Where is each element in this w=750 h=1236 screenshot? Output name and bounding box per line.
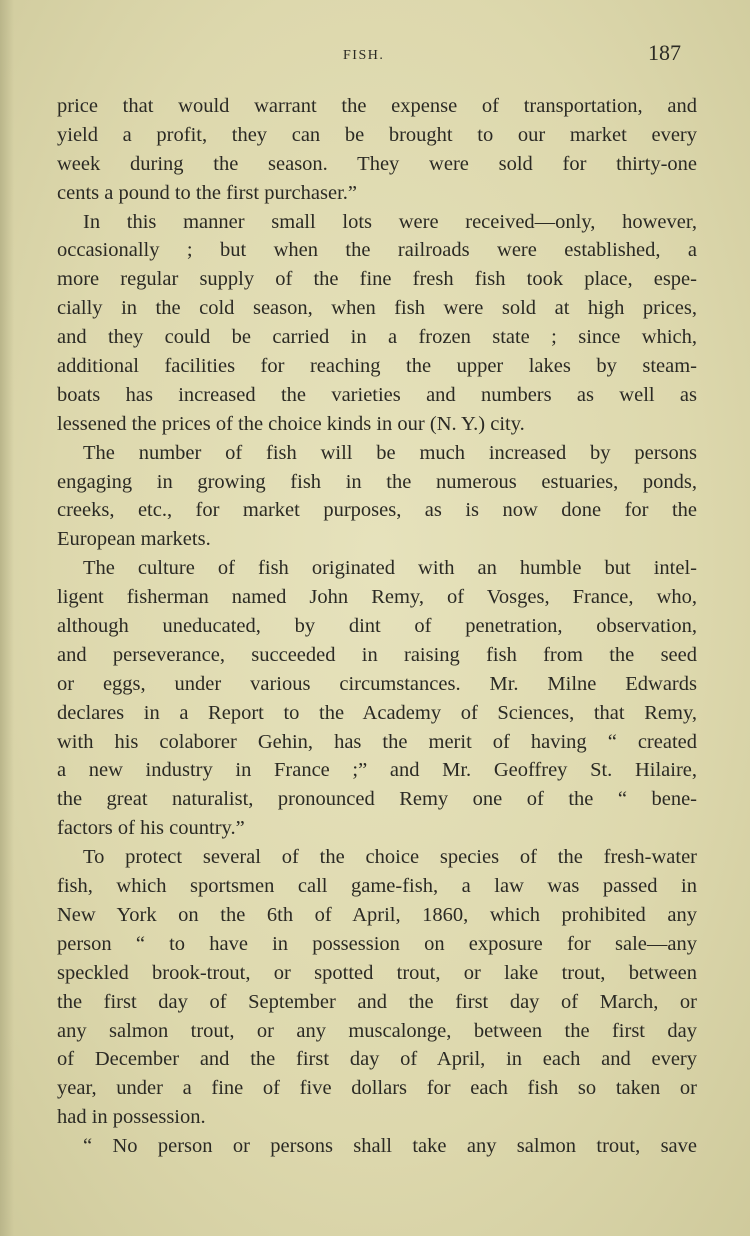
- running-title: FISH.: [343, 48, 385, 63]
- text-line: price that would warrant the expense of transportation, and: [57, 95, 697, 117]
- text-line: week during the season. They were sold for thirty-one: [57, 152, 697, 175]
- text-line: declares in a Report to the Academy of Sciences, that Remy,: [57, 701, 697, 724]
- text-line: “ No person or persons shall take any salmon trout, save: [83, 1135, 697, 1158]
- text-line: or eggs, under various circumstances. Mr. Milne Edwards: [57, 672, 697, 695]
- text-line: boats has increased the varieties and numbers as well as: [57, 383, 697, 406]
- text-line: cents a pound to the first purchaser.”: [57, 181, 358, 204]
- text-line: a new industry in France ;” and Mr. Geoffrey St. Hilaire,: [57, 759, 697, 782]
- text-line: year, under a fine of five dollars for each fish so taken or: [57, 1077, 697, 1100]
- text-line: lessened the prices of the choice kinds in our (N. Y.) city.: [57, 412, 525, 435]
- text-line: person “ to have in possession on exposure for sale—any: [57, 932, 697, 955]
- text-line: occasionally ; but when the railroads were established, a: [57, 239, 697, 262]
- text-line: any salmon trout, or any muscalonge, between the first day: [57, 1019, 697, 1042]
- text-line: and perseverance, succeeded in raising fish from the seed: [57, 643, 697, 666]
- text-line: ligent fisherman named John Remy, of Vosges, France, who,: [57, 586, 697, 609]
- text-line: speckled brook-trout, or spotted trout, or lake trout, between: [57, 961, 697, 984]
- text-line: cially in the cold season, when fish were sold at high prices,: [57, 297, 697, 320]
- text-line: more regular supply of the fine fresh fish took place, espe-: [57, 268, 697, 291]
- page-gutter-shadow: [0, 0, 14, 1236]
- text-line: yield a profit, they can be brought to our market every: [57, 123, 697, 146]
- text-line: To protect several of the choice species of the fresh-water: [83, 846, 697, 869]
- text-line: The number of fish will be much increased by persons: [83, 441, 697, 464]
- text-line: European markets.: [57, 528, 211, 551]
- text-line: the first day of September and the first day of March, or: [57, 990, 697, 1013]
- text-line: had in possession.: [57, 1106, 206, 1129]
- text-line: and they could be carried in a frozen state ; since which,: [57, 326, 697, 349]
- text-line: although uneducated, by dint of penetration, observation,: [57, 615, 697, 638]
- text-line: fish, which sportsmen call game-fish, a law was passed in: [57, 875, 697, 898]
- text-line: additional facilities for reaching the upper lakes by steam-: [57, 355, 697, 378]
- page-number: 187: [648, 40, 681, 65]
- text-line: of December and the first day of April, in each and every: [57, 1048, 697, 1071]
- text-line: the great naturalist, pronounced Remy one of the “ bene-: [57, 788, 697, 811]
- text-line: factors of his country.”: [57, 817, 245, 840]
- text-line: The culture of fish originated with an humble but intel-: [83, 557, 697, 580]
- body-text: [57, 92, 697, 1161]
- text-line: engaging in growing fish in the numerous estuaries, ponds,: [57, 470, 697, 493]
- text-line: In this manner small lots were received—only, however,: [83, 210, 697, 233]
- text-line: with his colaborer Gehin, has the merit of having “ created: [57, 730, 697, 753]
- text-line: creeks, etc., for market purposes, as is now done for the: [57, 499, 697, 522]
- text-line: New York on the 6th of April, 1860, which prohibited any: [57, 903, 697, 926]
